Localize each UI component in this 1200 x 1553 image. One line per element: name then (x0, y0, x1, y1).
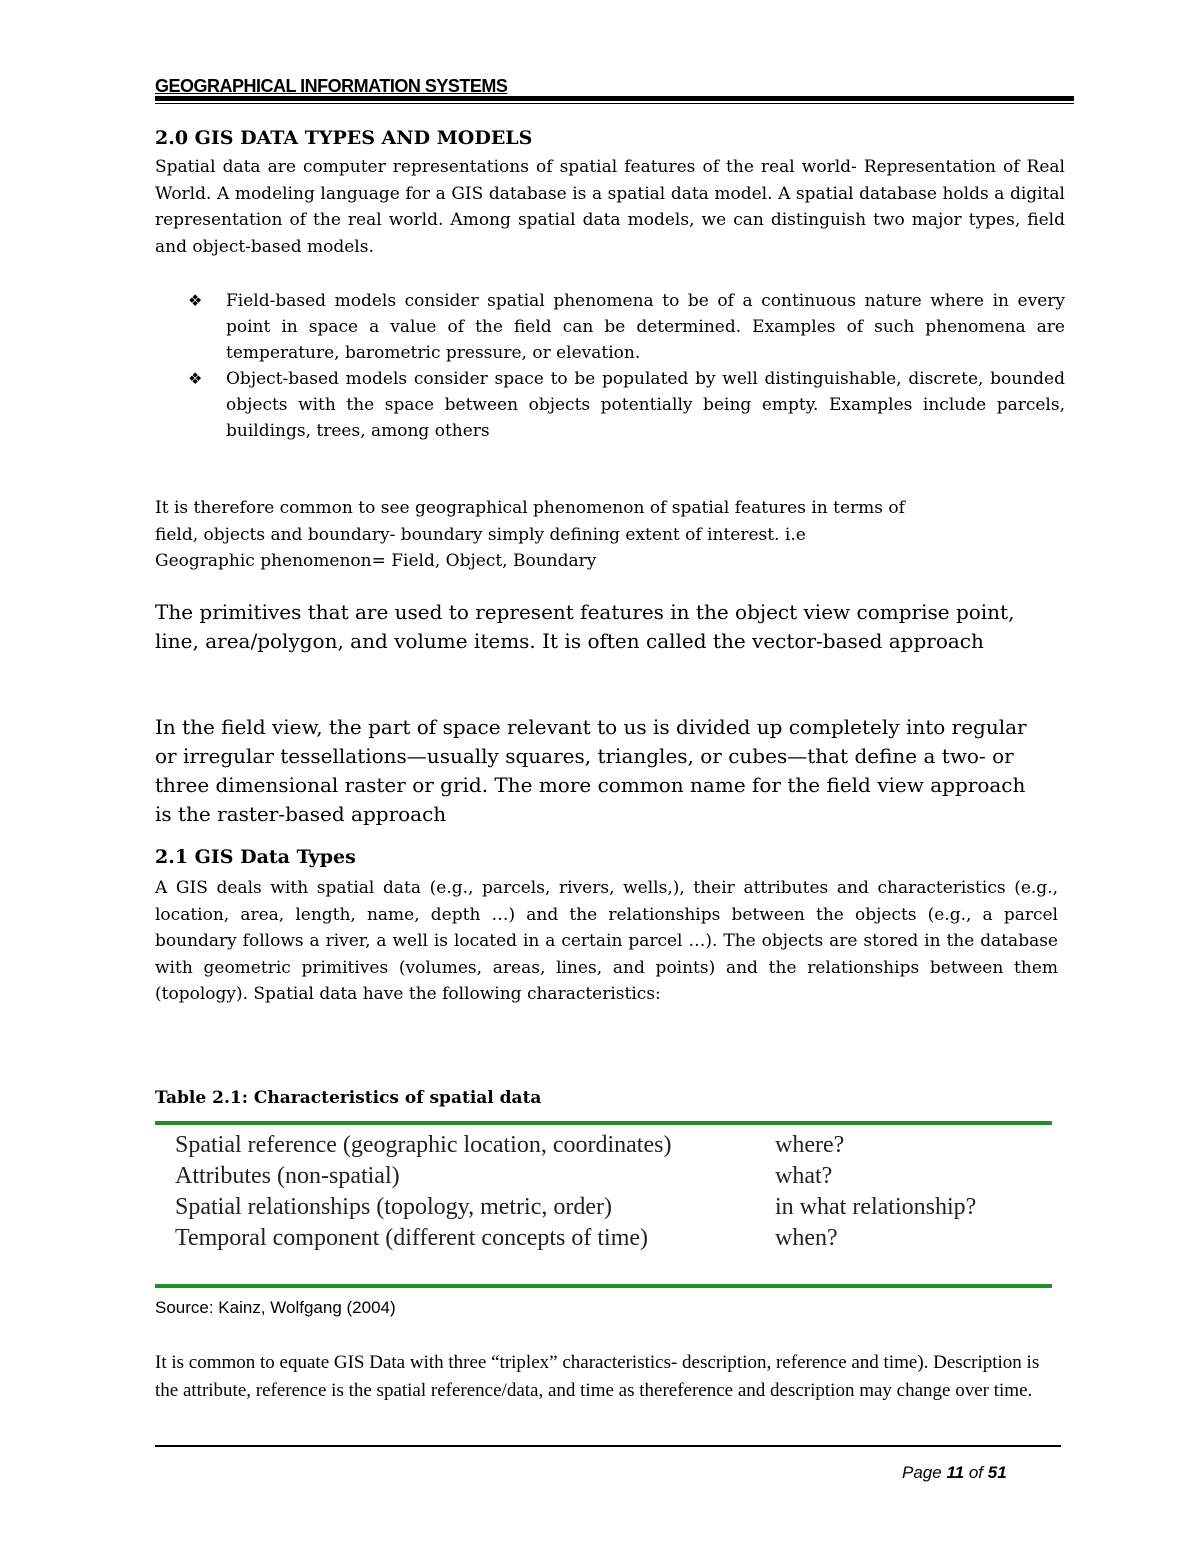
table-cell-characteristic: Attributes (non-spatial) (175, 1163, 400, 1189)
common-line-2: field, objects and boundary- boundary simply defining extent of interest. i.e (155, 524, 806, 545)
section-heading-2-1: 2.1 GIS Data Types (155, 846, 356, 868)
table-cell-characteristic: Spatial reference (geographic location, coordinates) (175, 1132, 672, 1158)
table-row (175, 1192, 1045, 1223)
bullet-text: Object-based models consider space to be populated by well distinguishable, discrete, bounded objects with the space between objects potentially being empty. Examples include parcels, buildings, trees, among others (226, 369, 1065, 441)
table-row (175, 1130, 1045, 1161)
page-of: of (968, 1463, 984, 1482)
table-bottom-rule (155, 1284, 1052, 1288)
table-cell-characteristic: Temporal component (different concepts of time) (175, 1225, 649, 1251)
intro-paragraph: Spatial data are computer representations of spatial features of the real world- Representation of Real World. A modeling language for a GIS database is a spatial data model. A spatial database holds a digital representation of the real world. Among spatial data models, we can distinguish two major types, field and object-based models. (155, 157, 1065, 257)
section-heading-2-0: 2.0 GIS DATA TYPES AND MODELS (155, 127, 533, 149)
characteristics-table (175, 1130, 1045, 1254)
common-line-3: Geographic phenomenon= Field, Object, Boundary (155, 551, 597, 571)
page-total: 51 (987, 1463, 1007, 1482)
bullet-text: Field-based models consider spatial phenomena to be of a continuous nature where in every point in space a value of the field can be determined. Examples of such phenomena are temperature, barometric pressure, or elevation. (226, 291, 1065, 363)
header-rule-thick (155, 96, 1074, 101)
model-bullet-list (188, 288, 1065, 444)
primitives-paragraph: The primitives that are used to represent features in the object view comprise point, line, area/polygon, and volume items. It is often called the vector-based approach (155, 600, 1015, 653)
header-rule-thin (155, 103, 1074, 104)
page-current: 11 (946, 1463, 965, 1482)
bullet-object-based (188, 366, 1065, 444)
table-cell-question: where? (775, 1132, 845, 1158)
data-types-paragraph: A GIS deals with spatial data (e.g., parcels, rivers, wells,), their attributes and characteristics (e.g., location, area, length, name, depth …) and the relationships between the objects (e.g., a parcel boundary follows a river, a well is located in a certain parcel …). The objects are stored in the database with geometric primitives (volumes, areas, lines, and points) and the relationships between them (topology). Spatial data have the following characteristics: (155, 878, 1058, 1004)
table-cell-question: in what relationship? (775, 1194, 977, 1220)
triplex-paragraph: It is common to equate GIS Data with three “triplex” characteristics- description, reference and time). Description is the attribute, reference is the spatial reference/data, and time as thereference and description may change over time. (155, 1352, 1040, 1401)
table-top-rule (155, 1121, 1052, 1125)
table-row (175, 1223, 1045, 1254)
table-cell-question: when? (775, 1225, 838, 1251)
common-phenomenon-paragraph (155, 495, 1035, 575)
table-source: Source: Kainz, Wolfgang (2004) (155, 1298, 396, 1317)
bullet-field-based (188, 288, 1065, 366)
table-row (175, 1161, 1045, 1192)
table-cell-characteristic: Spatial relationships (topology, metric, order) (175, 1194, 613, 1220)
page-prefix: Page (902, 1463, 942, 1482)
table-caption: Table 2.1: Characteristics of spatial data (155, 1088, 542, 1108)
four-diamond-star-icon: ❖ (188, 369, 203, 388)
field-view-paragraph: In the field view, the part of space relevant to us is divided up completely into regular or irregular tessellations—usually squares, triangles, or cubes—that define a two- or three dimensional raster or grid. The more common name for the field view approach is the raster-based approach (155, 715, 1027, 826)
footer-rule (155, 1445, 1061, 1447)
table-cell-question: what? (775, 1163, 833, 1189)
four-diamond-star-icon: ❖ (188, 291, 203, 310)
page-number (902, 1463, 1007, 1483)
running-header: GEOGRAPHICAL INFORMATION SYSTEMS (155, 76, 508, 96)
common-line-1: It is therefore common to see geographical phenomenon of spatial features in terms of (155, 498, 905, 518)
